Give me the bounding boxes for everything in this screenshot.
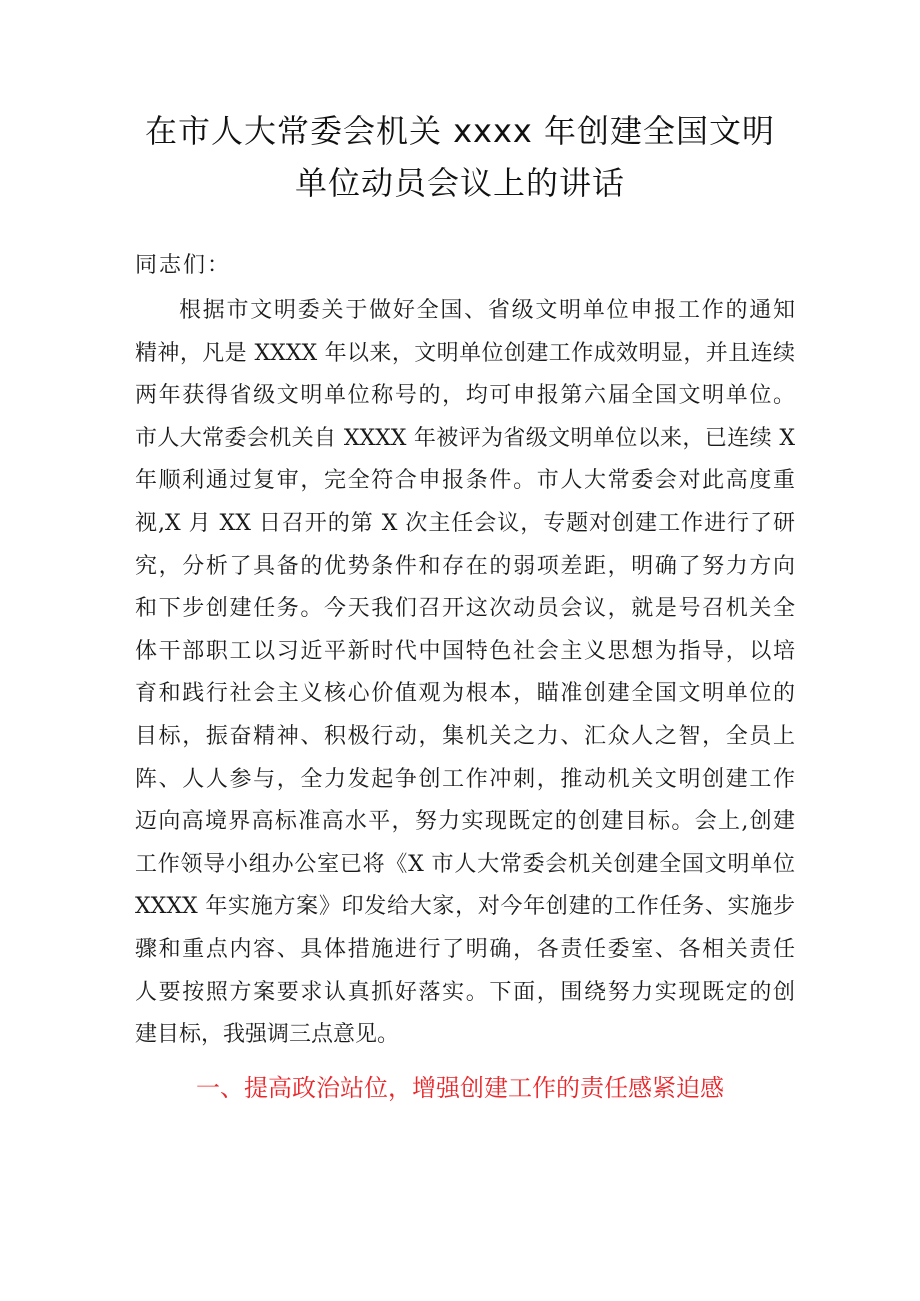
paragraph-line: 建目标，我强调三点意见。 bbox=[135, 1022, 400, 1048]
paragraph-line: 阵、人人参与，全力发起争创工作冲刺，推动机关文明创建工作 bbox=[135, 766, 795, 792]
paragraph-line: 工作领导小组办公室已将《X 市人大常委会机关创建全国文明单位 bbox=[135, 851, 795, 877]
paragraph-line: 究，分析了具备的优势条件和存在的弱项差距，明确了努力方向 bbox=[135, 553, 795, 579]
paragraph-line: 育和践行社会主义核心价值观为根本，瞄准创建全国文明单位的 bbox=[135, 681, 795, 707]
paragraph-line: 迈向高境界高标准高水平，努力实现既定的创建目标。会上,创建 bbox=[135, 809, 795, 835]
paragraph-line: 视,X 月 XX 日召开的第 X 次主任会议，专题对创建工作进行了研 bbox=[135, 510, 795, 536]
paragraph-line: XXXX 年实施方案》印发给大家，对今年创建的工作任务、实施步 bbox=[135, 894, 795, 920]
paragraph-line: 精神，凡是 XXXX 年以来，文明单位创建工作成效明显，并且连续 bbox=[135, 340, 795, 366]
body-paragraph bbox=[135, 290, 795, 1057]
section-heading: 一、提高政治站位，增强创建工作的责任感紧迫感 bbox=[196, 1074, 724, 1102]
paragraph-line: 骤和重点内容、具体措施进行了明确，各责任委室、各相关责任 bbox=[135, 936, 795, 962]
document-title-line-1: 在市人大常委会机关 xxxx 年创建全国文明 bbox=[144, 112, 776, 150]
paragraph-line: 和下步创建任务。今天我们召开这次动员会议，就是号召机关全 bbox=[135, 596, 795, 622]
paragraph-line: 两年获得省级文明单位称号的，均可申报第六届全国文明单位。 bbox=[135, 383, 795, 409]
paragraph-line: 根据市文明委关于做好全国、省级文明单位申报工作的通知 bbox=[179, 298, 795, 323]
paragraph-line: 目标，振奋精神、积极行动，集机关之力、汇众人之智，全员上 bbox=[135, 723, 795, 749]
salutation: 同志们： bbox=[135, 253, 232, 278]
paragraph-line: 体干部职工以习近平新时代中国特色社会主义思想为指导，以培 bbox=[135, 638, 795, 664]
paragraph-line: 年顺利通过复审，完全符合申报条件。市人大常委会对此高度重 bbox=[135, 468, 795, 494]
paragraph-line: 市人大常委会机关自 XXXX 年被评为省级文明单位以来，已连续 X bbox=[135, 425, 795, 451]
paragraph-line: 人要按照方案要求认真抓好落实。下面，围绕努力实现既定的创 bbox=[135, 979, 795, 1005]
document-title-line-2: 单位动员会议上的讲话 bbox=[294, 164, 625, 202]
